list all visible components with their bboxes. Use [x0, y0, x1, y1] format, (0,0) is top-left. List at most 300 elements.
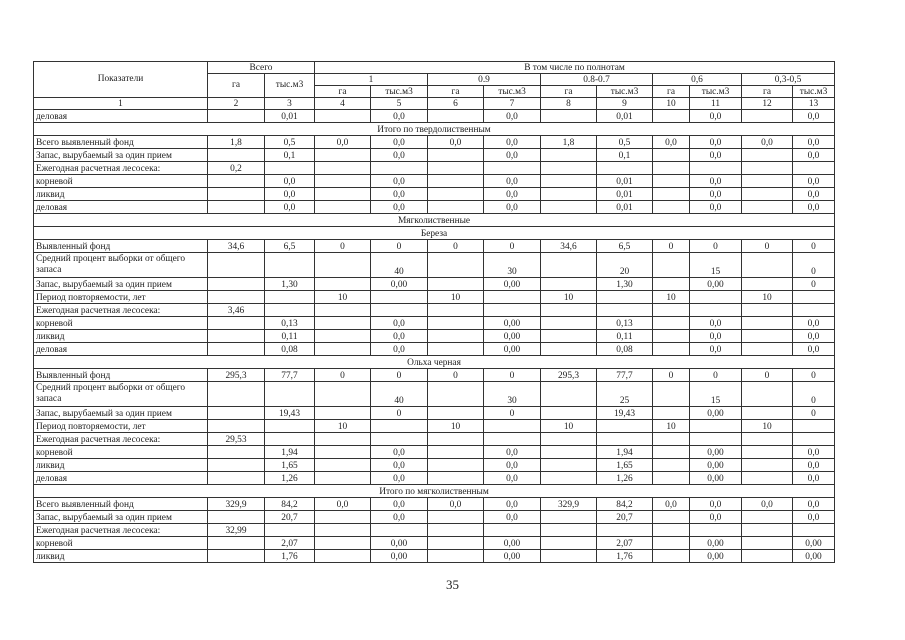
column-number: 7 — [484, 98, 541, 110]
table-cell — [208, 278, 265, 291]
table-row — [34, 188, 835, 201]
table-cell — [208, 446, 265, 459]
row-label: Запас, вырубаемый за один прием — [34, 511, 208, 524]
header-unit-m3: тыс.м3 — [690, 86, 742, 98]
table-cell: 0,01 — [597, 188, 653, 201]
table-cell: 10 — [653, 420, 690, 433]
table-cell — [690, 304, 742, 317]
section-header-row — [34, 356, 835, 369]
table-cell: 1,30 — [597, 278, 653, 291]
table-cell: 0,0 — [690, 498, 742, 511]
table-cell — [428, 162, 484, 175]
table-cell: 0,0 — [265, 188, 315, 201]
table-row — [34, 537, 835, 550]
column-number: 8 — [541, 98, 597, 110]
row-label: корневой — [34, 446, 208, 459]
table-cell: 10 — [315, 420, 371, 433]
table-cell — [742, 149, 793, 162]
table-cell: 0,0 — [371, 459, 428, 472]
table-cell: 0 — [690, 369, 742, 382]
table-cell — [484, 433, 541, 446]
table-cell — [653, 382, 690, 407]
table-cell — [428, 511, 484, 524]
table-cell: 77,7 — [597, 369, 653, 382]
table-cell: 0,1 — [597, 149, 653, 162]
table-cell: 0 — [484, 240, 541, 253]
table-cell: 0,0 — [428, 498, 484, 511]
table-cell: 0 — [742, 369, 793, 382]
table-cell — [315, 407, 371, 420]
table-cell — [428, 149, 484, 162]
table-cell — [428, 317, 484, 330]
table-cell — [265, 253, 315, 278]
table-cell — [315, 278, 371, 291]
table-cell: 10 — [541, 291, 597, 304]
table-cell: 0,0 — [371, 446, 428, 459]
table-cell: 1,26 — [597, 472, 653, 485]
table-cell: 0,0 — [793, 110, 835, 123]
table-cell: 0,2 — [208, 162, 265, 175]
table-cell — [541, 433, 597, 446]
table-cell — [793, 420, 835, 433]
table-cell: 0,00 — [690, 459, 742, 472]
table-cell: 0,0 — [371, 330, 428, 343]
table-cell: 0,0 — [690, 330, 742, 343]
table-cell — [597, 291, 653, 304]
table-cell — [597, 524, 653, 537]
table-cell: 0,01 — [597, 110, 653, 123]
table-cell — [315, 472, 371, 485]
table-cell — [742, 382, 793, 407]
header-unit-m3: тыс.м3 — [793, 86, 835, 98]
table-cell: 0 — [793, 369, 835, 382]
table-cell — [428, 188, 484, 201]
table-cell — [484, 524, 541, 537]
row-label: Ежегодная расчетная лесосека: — [34, 433, 208, 446]
table-row — [34, 511, 835, 524]
table-cell: 0 — [653, 369, 690, 382]
table-cell: 0,0 — [371, 201, 428, 214]
table-cell — [315, 446, 371, 459]
table-cell: 77,7 — [265, 369, 315, 382]
table-cell: 0,11 — [265, 330, 315, 343]
table-cell — [371, 291, 428, 304]
table-cell: 329,9 — [208, 498, 265, 511]
table-cell: 0,0 — [793, 343, 835, 356]
table-cell: 0,0 — [484, 446, 541, 459]
table-cell — [742, 278, 793, 291]
table-cell — [653, 253, 690, 278]
table-cell: 0,00 — [690, 446, 742, 459]
table-cell: 0,0 — [371, 110, 428, 123]
table-cell: 0,0 — [371, 511, 428, 524]
table-cell — [208, 291, 265, 304]
table-cell — [265, 162, 315, 175]
table-cell — [742, 472, 793, 485]
table-row — [34, 149, 835, 162]
column-number: 13 — [793, 98, 835, 110]
table-cell: 0,00 — [371, 278, 428, 291]
table-cell — [653, 149, 690, 162]
table-cell — [742, 188, 793, 201]
table-cell — [541, 278, 597, 291]
row-label: Выявленный фонд — [34, 369, 208, 382]
table-cell: 0,5 — [597, 136, 653, 149]
table-cell: 0,13 — [265, 317, 315, 330]
table-cell: 32,99 — [208, 524, 265, 537]
table-cell — [428, 330, 484, 343]
header-unit-ha: га — [541, 86, 597, 98]
table-row — [34, 343, 835, 356]
table-cell — [484, 162, 541, 175]
table-cell — [208, 511, 265, 524]
table-cell — [484, 291, 541, 304]
table-cell — [265, 291, 315, 304]
table-cell — [315, 149, 371, 162]
table-cell: 0 — [428, 369, 484, 382]
table-cell — [690, 524, 742, 537]
table-cell — [265, 382, 315, 407]
table-cell — [597, 433, 653, 446]
table-cell: 1,26 — [265, 472, 315, 485]
column-number: 2 — [208, 98, 265, 110]
table-cell: 0,0 — [690, 511, 742, 524]
table-cell: 0,0 — [484, 201, 541, 214]
table-row — [34, 524, 835, 537]
table-cell — [742, 550, 793, 563]
table-cell: 0,0 — [484, 511, 541, 524]
table-cell — [690, 291, 742, 304]
table-row — [34, 472, 835, 485]
column-number-row — [34, 98, 835, 110]
table-cell — [315, 175, 371, 188]
table-cell: 1,65 — [265, 459, 315, 472]
table-cell: 0,0 — [315, 136, 371, 149]
table-cell — [653, 459, 690, 472]
table-cell: 0,0 — [653, 136, 690, 149]
table-cell: 0,0 — [793, 188, 835, 201]
table-row — [34, 330, 835, 343]
table-row — [34, 369, 835, 382]
table-cell — [742, 459, 793, 472]
table-cell: 0 — [793, 278, 835, 291]
table-cell — [428, 550, 484, 563]
table-cell: 25 — [597, 382, 653, 407]
row-label: Ежегодная расчетная лесосека: — [34, 524, 208, 537]
table-cell: 0,0 — [371, 472, 428, 485]
table-cell — [371, 524, 428, 537]
table-cell: 1,30 — [265, 278, 315, 291]
table-cell: 0,13 — [597, 317, 653, 330]
row-label: Ежегодная расчетная лесосека: — [34, 162, 208, 175]
section-header-row — [34, 227, 835, 240]
table-cell: 20,7 — [265, 511, 315, 524]
header-group-1: 1 — [315, 74, 428, 86]
table-cell — [428, 537, 484, 550]
header-unit-ha: га — [742, 86, 793, 98]
table-cell: 0,0 — [653, 498, 690, 511]
table-cell — [653, 317, 690, 330]
table-cell: 0,0 — [371, 136, 428, 149]
table-cell: 30 — [484, 382, 541, 407]
table-cell: 0,0 — [484, 110, 541, 123]
table-cell — [653, 110, 690, 123]
row-label: Запас, вырубаемый за один прием — [34, 278, 208, 291]
table-cell — [690, 433, 742, 446]
table-cell: 0 — [371, 369, 428, 382]
table-row — [34, 459, 835, 472]
table-cell: 0 — [428, 240, 484, 253]
table-cell — [742, 343, 793, 356]
table-cell: 0,01 — [597, 201, 653, 214]
table-cell — [428, 382, 484, 407]
table-row — [34, 317, 835, 330]
table-cell: 10 — [742, 420, 793, 433]
table-cell — [653, 472, 690, 485]
table-cell: 0 — [484, 407, 541, 420]
table-cell: 0,0 — [742, 498, 793, 511]
table-cell: 0,0 — [371, 498, 428, 511]
table-cell — [742, 110, 793, 123]
table-cell — [541, 330, 597, 343]
table-cell — [265, 304, 315, 317]
table-cell: 0,0 — [690, 136, 742, 149]
header-unit-ha: га — [428, 86, 484, 98]
header-unit-m3: тыс.м3 — [484, 86, 541, 98]
table-cell: 0 — [793, 240, 835, 253]
header-group-08-07: 0.8-0.7 — [541, 74, 653, 86]
table-cell: 84,2 — [597, 498, 653, 511]
table-cell: 2,07 — [265, 537, 315, 550]
section-header-row — [34, 123, 835, 136]
table-cell — [315, 317, 371, 330]
table-cell: 0,0 — [690, 201, 742, 214]
table-cell — [742, 317, 793, 330]
table-cell — [428, 253, 484, 278]
table-cell: 10 — [428, 291, 484, 304]
row-label: корневой — [34, 175, 208, 188]
table-cell: 0,0 — [484, 188, 541, 201]
table-cell — [541, 110, 597, 123]
table-cell — [371, 304, 428, 317]
table-cell — [793, 304, 835, 317]
table-cell — [653, 278, 690, 291]
row-label: Запас, вырубаемый за один прием — [34, 149, 208, 162]
table-cell — [541, 343, 597, 356]
header-unit-m3: тыс.м3 — [597, 86, 653, 98]
table-cell: 0,0 — [484, 498, 541, 511]
table-row — [34, 446, 835, 459]
table-cell — [541, 550, 597, 563]
table-cell: 0,0 — [690, 175, 742, 188]
table-cell — [208, 330, 265, 343]
table-cell — [541, 201, 597, 214]
table-cell: 0,0 — [793, 317, 835, 330]
table-cell: 0,0 — [484, 175, 541, 188]
table-cell: 40 — [371, 382, 428, 407]
table-cell — [315, 110, 371, 123]
table-body — [34, 62, 835, 563]
table-cell — [208, 407, 265, 420]
table-cell: 0,0 — [690, 188, 742, 201]
table-cell: 1,65 — [597, 459, 653, 472]
table-row — [34, 291, 835, 304]
table-cell — [315, 162, 371, 175]
table-cell — [742, 407, 793, 420]
table-cell — [208, 149, 265, 162]
table-cell: 6,5 — [265, 240, 315, 253]
column-number: 10 — [653, 98, 690, 110]
table-cell — [653, 304, 690, 317]
table-cell — [653, 537, 690, 550]
table-cell: 0 — [793, 407, 835, 420]
forest-fund-table — [33, 61, 835, 563]
table-cell — [653, 433, 690, 446]
section-title: Итого по мягколиственным — [34, 485, 835, 498]
table-cell: 10 — [315, 291, 371, 304]
table-cell: 0,0 — [690, 149, 742, 162]
table-cell — [793, 433, 835, 446]
table-cell — [653, 407, 690, 420]
table-cell: 84,2 — [265, 498, 315, 511]
table-cell: 1,94 — [265, 446, 315, 459]
table-cell: 0,0 — [793, 330, 835, 343]
table-cell: 1,8 — [541, 136, 597, 149]
table-cell — [541, 472, 597, 485]
table-cell — [428, 343, 484, 356]
table-cell — [428, 433, 484, 446]
header-group-09: 0.9 — [428, 74, 541, 86]
table-cell — [371, 420, 428, 433]
column-number: 9 — [597, 98, 653, 110]
table-cell — [428, 407, 484, 420]
table-cell: 0,0 — [742, 136, 793, 149]
table-cell — [208, 188, 265, 201]
table-cell: 0,0 — [371, 317, 428, 330]
table-cell: 0,00 — [793, 537, 835, 550]
table-cell — [742, 446, 793, 459]
table-cell — [742, 253, 793, 278]
table-row — [34, 136, 835, 149]
table-cell — [315, 459, 371, 472]
section-title: Ольха черная — [34, 356, 835, 369]
table-cell: 34,6 — [541, 240, 597, 253]
table-cell — [793, 524, 835, 537]
table-cell: 0,00 — [371, 550, 428, 563]
table-cell: 0,0 — [371, 343, 428, 356]
header-total-m3: тыс.м3 — [265, 74, 315, 98]
table-cell: 0,0 — [484, 149, 541, 162]
table-cell: 2,07 — [597, 537, 653, 550]
section-title: Береза — [34, 227, 835, 240]
table-cell: 0,1 — [265, 149, 315, 162]
table-row — [34, 407, 835, 420]
table-cell: 10 — [428, 420, 484, 433]
table-cell: 0,0 — [371, 188, 428, 201]
row-label: Ежегодная расчетная лесосека: — [34, 304, 208, 317]
table-cell — [208, 201, 265, 214]
table-cell: 0,00 — [371, 537, 428, 550]
header-unit-ha: га — [653, 86, 690, 98]
row-label: Период повторяемости, лет — [34, 420, 208, 433]
table-row — [34, 498, 835, 511]
row-label: ликвид — [34, 330, 208, 343]
table-cell: 0,00 — [690, 407, 742, 420]
table-cell: 0,0 — [793, 136, 835, 149]
table-cell — [653, 201, 690, 214]
table-cell — [208, 110, 265, 123]
table-cell: 0,0 — [371, 149, 428, 162]
table-cell — [208, 472, 265, 485]
row-label: ликвид — [34, 188, 208, 201]
header-row-1 — [34, 62, 835, 74]
table-cell — [428, 175, 484, 188]
table-cell — [208, 459, 265, 472]
page-number: 35 — [446, 577, 459, 592]
table-cell: 0,00 — [484, 343, 541, 356]
row-label: деловая — [34, 472, 208, 485]
header-group-06: 0,6 — [653, 74, 742, 86]
table-cell — [742, 175, 793, 188]
header-indicators: Показатели — [34, 62, 208, 98]
table-cell — [541, 537, 597, 550]
table-cell — [371, 433, 428, 446]
table-cell: 0,0 — [484, 136, 541, 149]
table-cell — [793, 162, 835, 175]
table-cell: 15 — [690, 253, 742, 278]
table-cell: 0,0 — [793, 472, 835, 485]
table-row — [34, 420, 835, 433]
row-label: корневой — [34, 317, 208, 330]
table-cell: 0 — [742, 240, 793, 253]
table-cell — [315, 253, 371, 278]
table-cell — [315, 511, 371, 524]
table-cell — [541, 317, 597, 330]
table-cell: 0,0 — [793, 175, 835, 188]
table-cell: 1,94 — [597, 446, 653, 459]
table-cell: 0,01 — [265, 110, 315, 123]
row-label: Средний процент выборки от общего запаса — [34, 253, 208, 278]
table-cell: 0,5 — [265, 136, 315, 149]
table-cell: 0 — [371, 240, 428, 253]
table-cell: 0,0 — [793, 201, 835, 214]
table-cell — [742, 162, 793, 175]
column-number: 6 — [428, 98, 484, 110]
table-cell: 0,0 — [793, 511, 835, 524]
column-number: 3 — [265, 98, 315, 110]
table-cell: 0,0 — [265, 201, 315, 214]
table-cell: 0,00 — [484, 278, 541, 291]
table-cell — [653, 162, 690, 175]
table-cell — [597, 162, 653, 175]
section-header-row — [34, 485, 835, 498]
column-number: 5 — [371, 98, 428, 110]
row-label: Всего выявленный фонд — [34, 498, 208, 511]
table-cell — [428, 201, 484, 214]
table-cell — [742, 524, 793, 537]
table-cell — [793, 291, 835, 304]
header-unit-ha: га — [315, 86, 371, 98]
table-cell: 0,0 — [690, 343, 742, 356]
row-label: Выявленный фонд — [34, 240, 208, 253]
table-cell — [428, 524, 484, 537]
table-cell: 0,0 — [315, 498, 371, 511]
table-cell — [541, 446, 597, 459]
table-cell: 3,46 — [208, 304, 265, 317]
table-cell — [541, 188, 597, 201]
table-cell: 0 — [484, 369, 541, 382]
table-cell — [541, 162, 597, 175]
